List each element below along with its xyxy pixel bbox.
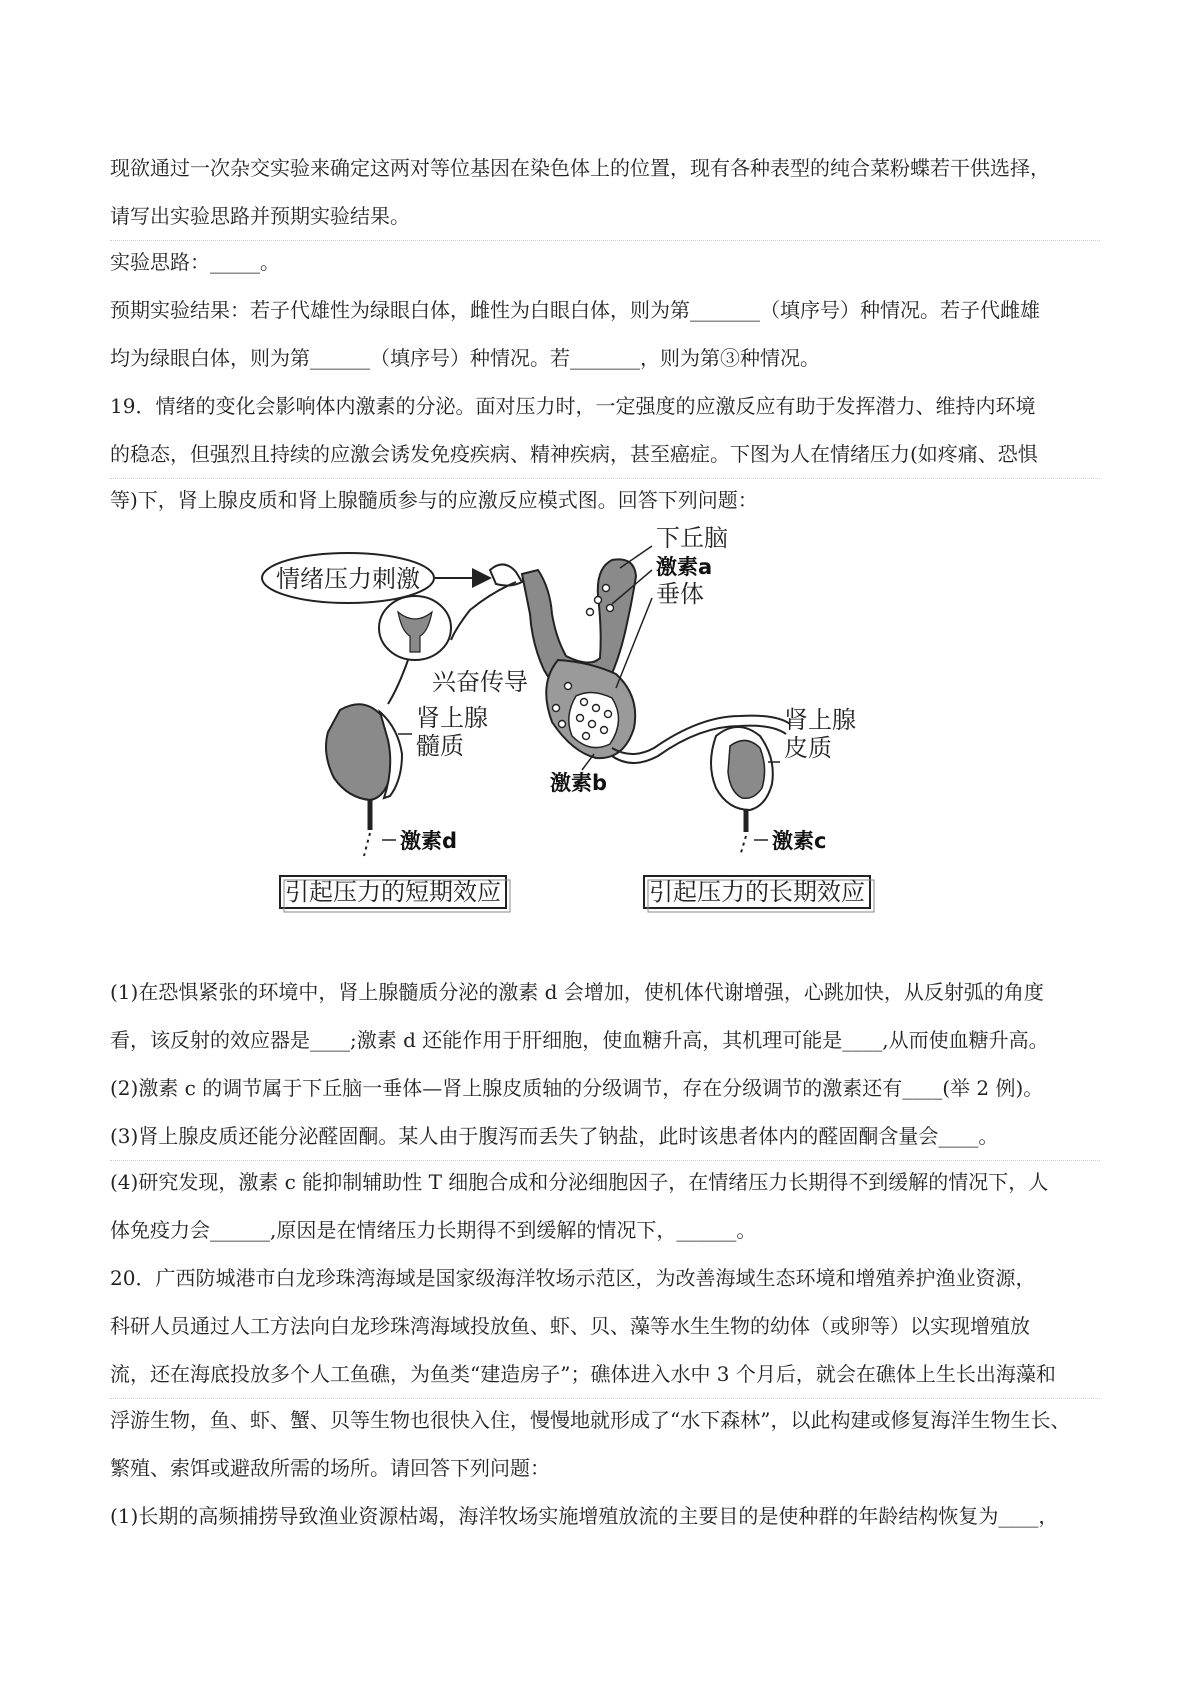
q20-line-3: 流，还在海底投放多个人工鱼礁，为鱼类“建造房子”；礁体进入水中 3 个月后，就会在礁体上生长出海藻和 bbox=[110, 1362, 1056, 1386]
q19-line-2: 的稳态，但强烈且持续的应激会诱发免疫疾病、精神疾病，甚至癌症。下图为人在情绪压力(如疼痛、恐惧 bbox=[110, 442, 1038, 466]
stimulus-label: 情绪压力刺激 bbox=[276, 565, 420, 593]
leader-hormone-b bbox=[582, 754, 594, 770]
nerve-path-1 bbox=[451, 582, 516, 640]
q19-part4-line2: 体免疫力会______,原因是在情绪压力长期得不到缓解的情况下，______。 bbox=[110, 1218, 757, 1242]
q18-line-4: 预期实验结果：若子代雄性为绿眼白体，雌性为白眼白体，则为第_______（填序号）种情况。若子代雌雄 bbox=[110, 298, 1040, 322]
hormone-b-label: 激素b bbox=[550, 771, 608, 795]
q20-line-4: 浮游生物，鱼、虾、蟹、贝等生物也很快入住，慢慢地就形成了“水下森林”，以此构建或修复海洋生物生长、 bbox=[110, 1408, 1071, 1432]
hormone-a-label: 激素a bbox=[656, 555, 713, 579]
q19-part2: (2)激素 c 的调节属于下丘脑一垂体—肾上腺皮质轴的分级调节，存在分级调节的激素还有____(举 2 例)。 bbox=[110, 1076, 1044, 1100]
divider bbox=[110, 1398, 1100, 1399]
q18-line-2: 请写出实验思路并预期实验结果。 bbox=[110, 204, 410, 228]
q19-line-1: 19．情绪的变化会影响体内激素的分泌。面对压力时，一定强度的应激反应有助于发挥潜力、维持内环境 bbox=[110, 394, 1036, 418]
q19-part1-line2: 看，该反射的效应器是____;激素 d 还能作用于肝细胞，使血糖升高，其机理可能是____,从而使血糖升高。 bbox=[110, 1028, 1049, 1052]
q20-line-2: 科研人员通过人工方法向白龙珍珠湾海域投放鱼、虾、贝、藻等水生生物的幼体（或卵等）以实现增殖放 bbox=[110, 1314, 1030, 1338]
cortex-label-line2: 皮质 bbox=[784, 734, 832, 762]
long-term-label: 引起压力的长期效应 bbox=[649, 878, 865, 906]
q20-part1: (1)长期的高频捕捞导致渔业资源枯竭，海洋牧场实施增殖放流的主要目的是使种群的年龄结构恢复为____， bbox=[110, 1504, 1059, 1528]
pituitary-lobe bbox=[569, 692, 619, 747]
q18-line-1: 现欲通过一次杂交实验来确定这两对等位基因在染色体上的位置，现有各种表型的纯合菜粉蝶若干供选择， bbox=[110, 156, 1050, 180]
adrenal-cortex bbox=[728, 740, 765, 798]
divider bbox=[110, 1160, 1100, 1161]
neuron-tip bbox=[490, 564, 522, 585]
short-term-label: 引起压力的短期效应 bbox=[285, 878, 501, 906]
stress-response-diagram bbox=[260, 524, 960, 936]
nerve-path-2 bbox=[388, 660, 408, 704]
q18-line-3: 实验思路：_____。 bbox=[110, 250, 280, 274]
medulla-label-line2: 髓质 bbox=[416, 732, 464, 760]
pituitary-label: 垂体 bbox=[656, 580, 704, 608]
secretion-dots-left bbox=[364, 833, 370, 856]
hypothalamus-label: 下丘脑 bbox=[656, 524, 728, 552]
hormone-d-label: 激素d bbox=[400, 829, 458, 853]
q20-line-5: 繁殖、索饵或避敌所需的场所。请回答下列问题： bbox=[110, 1456, 550, 1480]
q19-part1-line1: (1)在恐惧紧张的环境中，肾上腺髓质分泌的激素 d 会增加，使机体代谢增强，心跳加快，从反射弧的角度 bbox=[110, 980, 1044, 1004]
leader-hypothalamus bbox=[620, 546, 652, 568]
secretion-dots-right bbox=[740, 836, 746, 856]
excitation-label: 兴奋传导 bbox=[432, 668, 528, 696]
medulla-label-line1: 肾上腺 bbox=[416, 704, 488, 732]
hormone-c-label: 激素c bbox=[772, 829, 827, 853]
q18-line-5: 均为绿眼白体，则为第______（填序号）种情况。若_______，则为第③种情况。 bbox=[110, 346, 820, 370]
q19-part3: (3)肾上腺皮质还能分泌醛固酮。某人由于腹泻而丢失了钠盐，此时该患者体内的醛固酮含量会____。 bbox=[110, 1124, 999, 1148]
divider bbox=[110, 478, 1100, 479]
q19-line-3: 等)下，肾上腺皮质和肾上腺髓质参与的应激反应模式图。回答下列问题： bbox=[110, 488, 758, 512]
divider bbox=[110, 240, 1100, 241]
cortex-label-line1: 肾上腺 bbox=[784, 706, 856, 734]
q19-part4-line1: (4)研究发现，激素 c 能抑制辅助性 T 细胞合成和分泌细胞因子，在情绪压力长期得不到缓解的情况下，人 bbox=[110, 1170, 1049, 1194]
q20-line-1: 20．广西防城港市白龙珍珠湾海域是国家级海洋牧场示范区，为改善海域生态环境和增殖养护渔业资源， bbox=[110, 1266, 1036, 1290]
